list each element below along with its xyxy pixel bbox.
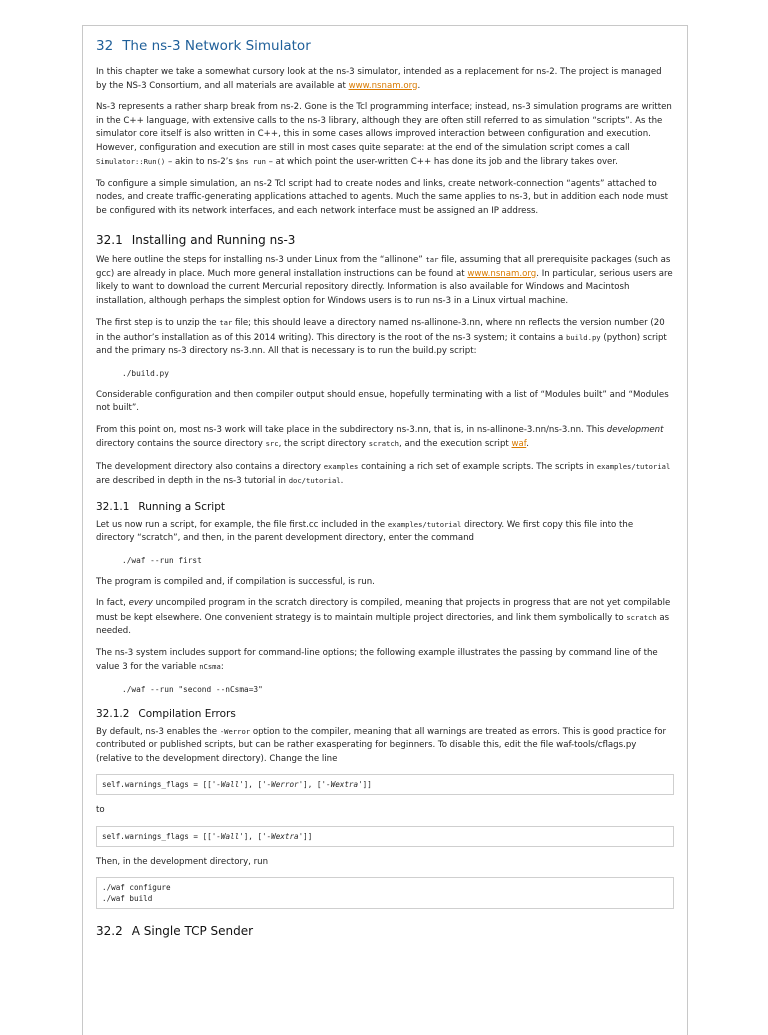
- nsnam-link[interactable]: www.nsnam.org: [348, 80, 418, 91]
- document-page: [82, 25, 688, 1035]
- intro-paragraph-1: In this chapter we take a somewhat cursory look at the ns-3 simulator, intended as a replacement for ns-2. The project is managed by the NS-3 Consortium, and all materials are available at www.nsnam.org.: [96, 67, 662, 91]
- install-paragraph-4: From this point on, most ns-3 work will take place in the subdirectory ns-3.nn, that is, in ns-allinone-3.nn/ns-3.nn. This development directory contains the source directory src, the script directory scratch, and the execution script waf.: [96, 424, 664, 449]
- running-paragraph-2: The program is compiled and, if compilation is successful, is run.: [96, 576, 375, 587]
- chapter-heading: 32 The ns-3 Network Simulator: [96, 38, 311, 54]
- waf-run-first-command: ./waf --run first: [122, 555, 202, 565]
- section-heading-installing: 32.1 Installing and Running ns-3: [96, 233, 296, 247]
- section-heading-single-tcp: 32.2 A Single TCP Sender: [96, 924, 254, 938]
- errors-paragraph-2: Then, in the development directory, run: [96, 856, 269, 867]
- running-paragraph-1: Let us now run a script, for example, the file first.cc included in the examples/tutorial directory. We first copy this file into the directory “scratch”, and then, in the parent development directory, enter the command: [96, 519, 634, 543]
- subsection-heading-running-script: 32.1.1 Running a Script: [96, 500, 225, 513]
- code-box-new-flags: self.warnings_flags = [['-Wall'], ['-Wextra']]: [96, 826, 674, 847]
- intro-paragraph-2: Ns-3 represents a rather sharp break from ns-2. Gone is the Tcl programming interface; instead, ns-3 simulation programs are written in the C++ language, with extensive calls to the ns-3 library, although they are often still referred to as simulation “scripts”. As the simulator core itself is also written in C++, this in some cases allows improved interaction between configuration and execution. However, configuration and execution are still in most cases quite separate: at the end of the simulation script comes a call Simulator::Run() – akin to ns-2’s $ns run – at which point the user-written C++ has done its job and the library takes over.: [96, 102, 672, 167]
- install-paragraph-1: We here outline the steps for installing ns-3 under Linux from the “allinone” tar file, assuming that all prerequisite packages (such as gcc) are already in place. Much more general installation instructions can be found at www.nsnam.org. In particular, serious users are likely to want to download the current Mercurial repository directly. Information is also available for Windows and Macintosh installation, although perhaps the simplest option for Windows users is to run ns-3 in a Linux virtual machine.: [96, 255, 673, 306]
- to-label: to: [96, 805, 105, 815]
- running-paragraph-3: In fact, every uncompiled program in the scratch directory is compiled, meaning that projects in progress that are not yet compilable must be kept elsewhere. One convenient strategy is to maintain multiple project directories, and link them symbolically to scratch as needed.: [96, 598, 671, 636]
- subsection-heading-compilation-errors: 32.1.2 Compilation Errors: [96, 707, 236, 720]
- waf-run-second-command: ./waf --run "second --nCsma=3": [122, 684, 263, 694]
- build-command: ./build.py: [122, 368, 169, 378]
- running-paragraph-4: The ns-3 system includes support for command-line options; the following example illustrates the passing by command line of the value 3 for the variable nCsma:: [96, 647, 658, 672]
- nsnam-link-2[interactable]: www.nsnam.org: [467, 268, 537, 279]
- errors-paragraph-1: By default, ns-3 enables the -Werror option to the compiler, meaning that all warnings are treated as errors. This is good practice for contributed or published scripts, but can be rather exasperating for beginners. To disable this, edit the file waf-tools/cflags.py (relative to the development directory). Change the line: [96, 726, 667, 764]
- code-box-original-flags: self.warnings_flags = [['-Wall'], ['-Werror'], ['-Wextra']]: [96, 774, 674, 795]
- install-paragraph-2: The first step is to unzip the tar file; this should leave a directory named ns-allinone-3.nn, where nn reflects the version number (20 in the author’s installation as of this 2014 writing). This directory is the root of the ns-3 system; it contains a build.py (python) script and the primary ns-3 directory ns-3.nn. All that is necessary is to run the build.py script:: [96, 318, 667, 356]
- code-box-waf-build: ./waf configure ./waf build: [96, 877, 674, 909]
- install-paragraph-5: The development directory also contains a directory examples containing a rich set of example scripts. The scripts in examples/tutorial are described in depth in the ns-3 tutorial in doc/tutorial.: [96, 461, 671, 486]
- intro-paragraph-3: To configure a simple simulation, an ns-2 Tcl script had to create nodes and links, create network-connection “agents” attached to nodes, and create traffic-generating applications attached to agents. Much the same applies to ns-3, but in addition each node must be configured with its network interfaces, and each network interface must be assigned an IP address.: [96, 178, 669, 216]
- waf-link[interactable]: waf: [511, 439, 527, 449]
- install-paragraph-3: Considerable configuration and then compiler output should ensue, hopefully terminating with a list of “Modules built” and “Modules not built”.: [96, 389, 669, 413]
